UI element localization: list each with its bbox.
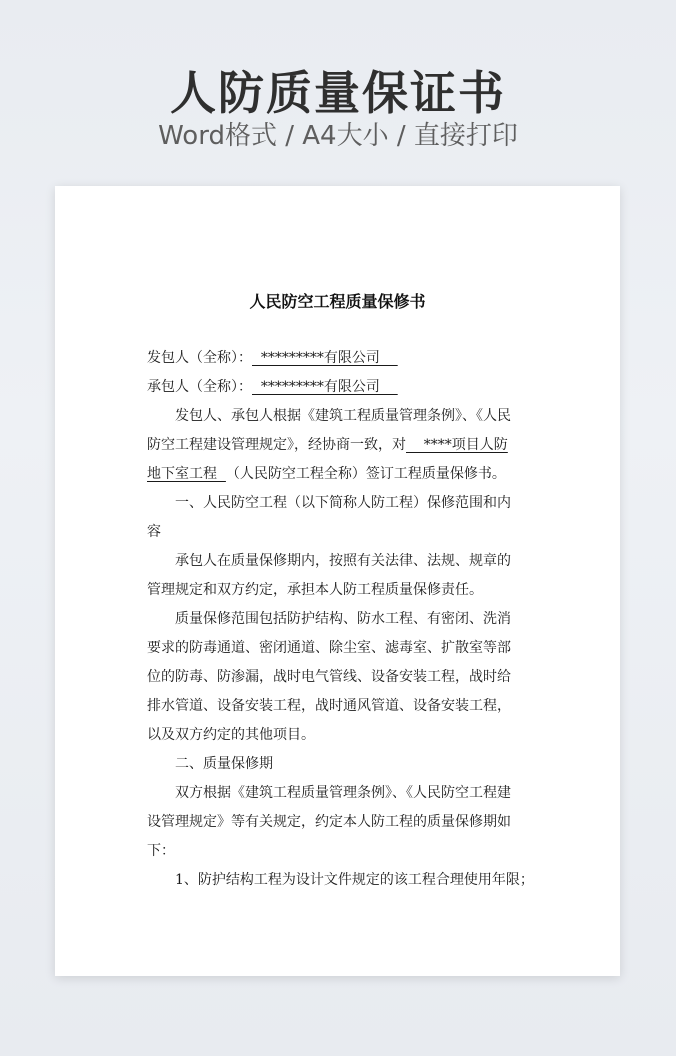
employer-line: [147, 344, 547, 373]
banner-title: 人防质量保证书: [170, 66, 506, 120]
banner: [0, 0, 676, 186]
section-heading-cont: 容: [147, 524, 161, 540]
section-heading: 一、人民防空工程（以下简称人防工程）保修范围和内: [175, 495, 511, 511]
project-name-part2: 地下室工程: [147, 466, 226, 482]
employer-label: 发包人（全称）：: [147, 350, 252, 366]
paragraph-line: 质量保修范围包括防护结构、防水工程、有密闭、洗消: [175, 611, 511, 627]
document-body: [147, 344, 547, 895]
document-title: 人民防空工程质量保修书: [249, 292, 426, 311]
paragraph-line: 位的防毒、防渗漏，战时电气管线、设备安装工程，战时给: [147, 669, 511, 685]
paragraph-line: 排水管道、设备安装工程，战时通风管道、设备安装工程，: [147, 698, 511, 714]
paragraph-line: 设管理规定》等有关规定，约定本人防工程的质量保修期如: [147, 814, 511, 830]
document-page: [55, 186, 620, 976]
paragraph-line: 双方根据《建筑工程质量管理条例》、《人民防空工程建: [175, 785, 511, 801]
paragraph-line: 发包人、承包人根据《建筑工程质量管理条例》、《人民: [175, 408, 511, 424]
paragraph-line: 承包人在质量保修期内，按照有关法律、法规、规章的: [175, 553, 511, 569]
banner-subtitle: Word格式 / A4大小 / 直接打印: [158, 121, 518, 151]
paragraph-line: [147, 460, 547, 489]
paragraph-line: 下：: [147, 843, 175, 859]
contractor-label: 承包人（全称）：: [147, 379, 252, 395]
paragraph-text: 防空工程建设管理规定》，经协商一致，对: [147, 437, 406, 453]
paragraph-line: 以及双方约定的其他项目。: [147, 727, 315, 743]
project-name-part1: ****项目人防: [406, 437, 508, 453]
contractor-value: *********有限公司: [252, 379, 398, 395]
contractor-line: [147, 373, 547, 402]
employer-value: *********有限公司: [252, 350, 398, 366]
paragraph-line: 1、防护结构工程为设计文件规定的该工程合理使用年限；: [175, 872, 534, 888]
paragraph-line: [147, 431, 547, 460]
paragraph-line: 要求的防毒通道、密闭通道、除尘室、滤毒室、扩散室等部: [147, 640, 511, 656]
paragraph-line: 管理规定和双方约定，承担本人防工程质量保修责任。: [147, 582, 483, 598]
paragraph-text: （人民防空工程全称）签订工程质量保修书。: [225, 466, 506, 482]
section-heading: 二、质量保修期: [175, 756, 273, 772]
